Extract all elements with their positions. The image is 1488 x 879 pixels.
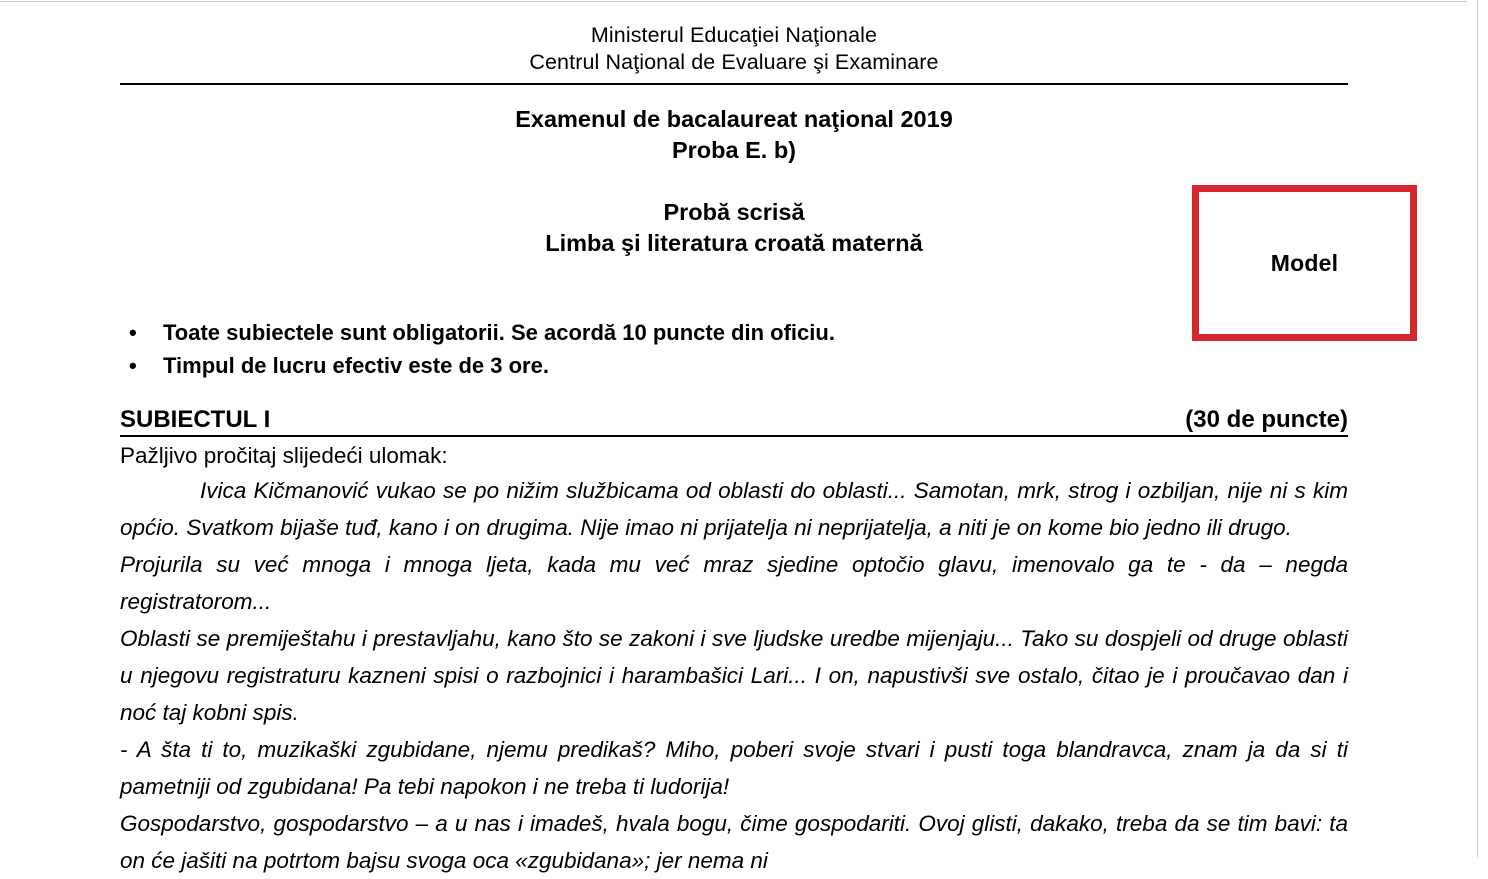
subject-points: (30 de puncte) bbox=[1185, 406, 1348, 433]
subject-title: SUBIECTUL I bbox=[120, 406, 271, 433]
exam-title-line-2: Proba E. b) bbox=[671, 137, 797, 163]
ministry-line-2: Centrul Naţional de Evaluare şi Examinare bbox=[529, 50, 939, 74]
list-item bbox=[120, 349, 1348, 382]
excerpt-paragraph: Projurila su već mnoga i mnoga ljeta, kada mu već mraz sjedine optočio glavu, imenovalo ga te - da – negda registratorom... bbox=[120, 552, 1348, 614]
exam-rules-list bbox=[120, 316, 1348, 382]
exam-title-line-1: Examenul de bacalaureat naţional 2019 bbox=[515, 106, 953, 132]
excerpt-paragraph: Gospodarstvo, gospodarstvo – a u nas i imadeš, hvala bogu, čime gospodariti. Ovoj glisti, dakako, treba da se tim bavi: ta on će jašiti na potrtom bajsu svoga oca «zgubidana»; jer nema ni bbox=[120, 811, 1348, 873]
literary-excerpt bbox=[120, 472, 1348, 879]
exam-subtitle-line-2: Limba şi literatura croată maternă bbox=[545, 230, 923, 256]
reading-instruction: Pažljivo pročitaj slijedeći ulomak: bbox=[120, 443, 448, 468]
rule-text: Toate subiectele sunt obligatorii. Se acordă 10 puncte din oficiu. bbox=[163, 320, 835, 345]
ministry-line-1: Ministerul Educaţiei Naţionale bbox=[590, 23, 878, 47]
model-stamp-box bbox=[1192, 185, 1417, 341]
subject-heading-row bbox=[120, 406, 1348, 437]
header-divider bbox=[120, 83, 1348, 85]
model-stamp-label: Model bbox=[1270, 249, 1339, 276]
list-item bbox=[120, 316, 1348, 349]
excerpt-paragraph: - A šta ti to, muzikaški zgubidane, njemu predikaš? Miho, poberi svoje stvari i pusti toga blandravca, znam ja da si ti pametniji od zgubidana! Pa tebi napokon i ne treba ti ludorija! bbox=[120, 737, 1348, 799]
page-right-edge bbox=[1477, 0, 1478, 857]
page-content bbox=[120, 0, 1348, 879]
excerpt-paragraph: Oblasti se premiještahu i prestavljahu, kano što se zakoni i sve ljudske uredbe mijenjaju... Tako su dospjeli od druge oblasti u njegovu registraturu kazneni spisi o razbojnici i harambašici Lari... I on, napustivši sve ostalo, čitao je i proučavao dan i noć taj kobni spis. bbox=[120, 626, 1348, 725]
exam-subtitle bbox=[120, 197, 1348, 259]
rule-text: Timpul de lucru efectiv este de 3 ore. bbox=[163, 353, 549, 378]
exam-title bbox=[120, 104, 1348, 166]
exam-subtitle-line-1: Probă scrisă bbox=[663, 199, 805, 225]
ministry-header bbox=[120, 0, 1348, 76]
excerpt-paragraph: Ivica Kičmanović vukao se po nižim službicama od oblasti do oblasti... Samotan, mrk, strog i ozbiljan, nije ni s kim općio. Svatkom bijaše tuđ, kano i on drugima. Nije imao ni prijatelja ni neprijatelja, a niti je on kome bio jedno ili drugo. bbox=[120, 478, 1348, 540]
bullet-icon: • bbox=[129, 353, 137, 378]
bullet-icon: • bbox=[129, 320, 137, 345]
